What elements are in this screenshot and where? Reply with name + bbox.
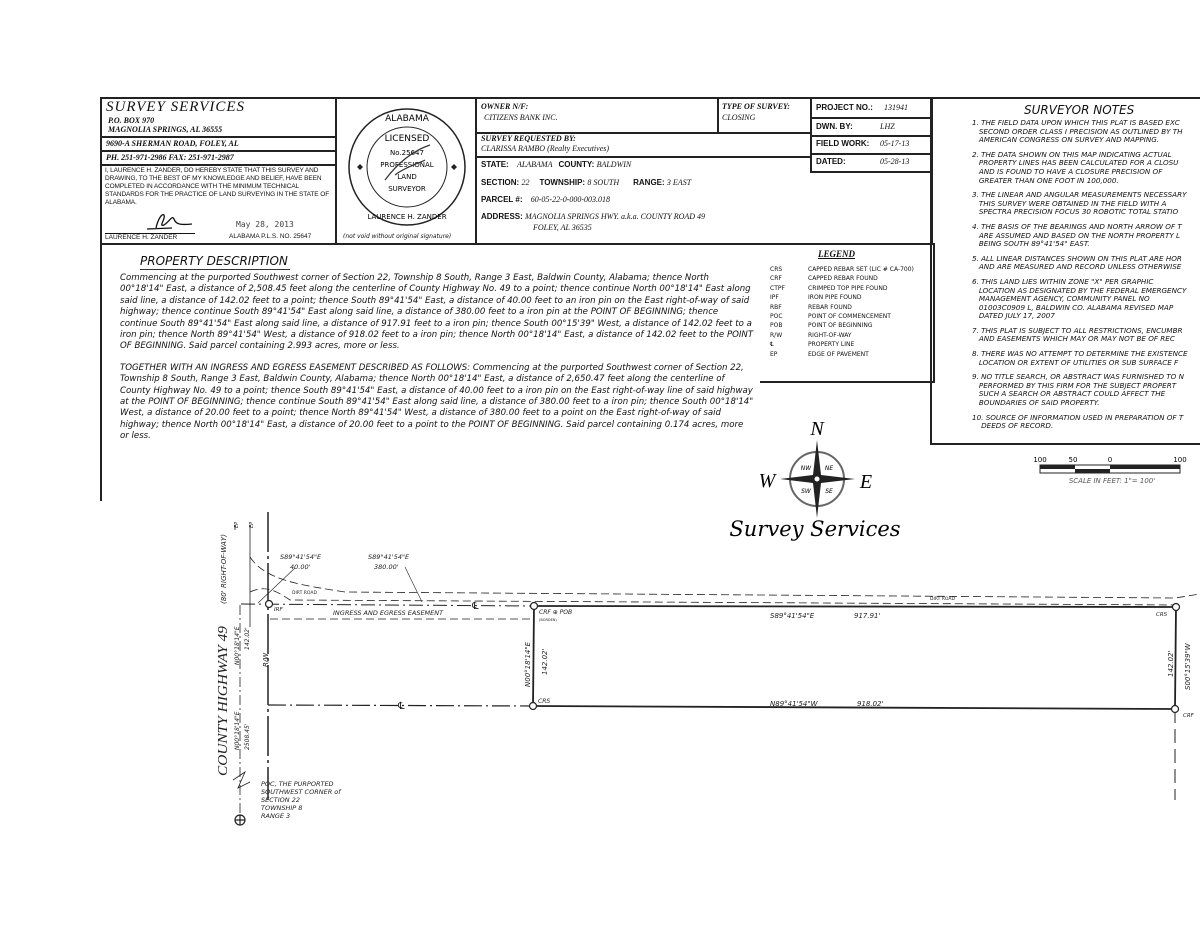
distance-40: 40.00' — [290, 563, 311, 571]
company-city: MAGNOLIA SPRINGS, AL 36555 — [108, 125, 223, 134]
drawn-by-label: DWN. BY: — [816, 122, 853, 131]
scale-tick: 100 — [1033, 456, 1047, 464]
legend-item: CRF CAPPED REBAR FOUND — [770, 275, 878, 283]
range-value: 3 EAST — [666, 178, 692, 187]
pob-monument — [531, 603, 538, 610]
address-label: ADDRESS: — [481, 212, 523, 221]
pob-label: CRF ⊕ POB — [539, 609, 573, 616]
legend-item: CTPF CRIMPED TOP PIPE FOUND — [770, 284, 888, 292]
note-5: 5. ALL LINEAR DISTANCES SHOWN ON THIS PLAT ARE HOR AND ARE MEASURED AND RECORD UNLESS OTHERWISE — [972, 253, 1182, 272]
seal-name: LAURENCE H. ZANDER — [367, 213, 447, 221]
legend-item: RBF REBAR FOUND — [770, 303, 852, 311]
parcel-label: PARCEL #: — [481, 195, 523, 204]
legend-item: ℄ PROPERTY LINE — [770, 341, 855, 349]
compass-w: W — [758, 470, 776, 492]
scale-tick: 100 — [1173, 456, 1187, 464]
parcel-value: 60-05-22-0-000-003.018 — [530, 195, 611, 204]
irf-label: IRF — [274, 607, 283, 613]
company-po-box: P.O. BOX 970 — [108, 116, 155, 125]
scale-caption: SCALE IN FEET: 1"= 100' — [1068, 477, 1156, 485]
crs-monument — [530, 703, 537, 710]
legend-item: POC POINT OF COMMENCEMENT — [770, 313, 891, 321]
north-line-bearing: S89°41'54"E — [770, 612, 815, 620]
ep-label: EP — [234, 521, 240, 528]
legend-item: IPF IRON PIPE FOUND — [770, 294, 862, 302]
rw-label: R/W — [262, 652, 270, 667]
note-4: 4. THE BASIS OF THE BEARINGS AND NORTH ARROW OF T ARE ASSUMED AND BASED ON THE NORTH PROPERTY L BEING SOUTH 89°41'54" EAST. — [972, 221, 1182, 249]
irf-monument — [266, 601, 273, 608]
county-value: BALDWIN — [596, 160, 632, 169]
south-line-bearing: N89°41'54"W — [770, 700, 818, 708]
township-value: 8 SOUTH — [587, 178, 620, 187]
poc-note-line: SECTION 22 — [261, 796, 300, 804]
crs-label-ne: CRS — [1156, 612, 1168, 618]
bearing-380: S89°41'54"E — [368, 553, 410, 561]
requested-by-value: CLARISSA RAMBO (Realty Executives) — [481, 144, 610, 153]
borden-label: (BORDEN) — [539, 618, 557, 622]
owner-value: CITIZENS BANK INC. — [484, 113, 558, 122]
notes-title: SURVEYOR NOTES — [1024, 103, 1135, 117]
crf-label-se: CRF — [1183, 713, 1194, 719]
note-3: 3. THE LINEAR AND ANGULAR MEASUREMENTS NECESSARY THIS SURVEY WERE OBTAINED IN THE FIELD WITH A SPECTRA PRECISION FOCUS 30 ROBOTIC TOTAL STATIO — [972, 190, 1187, 217]
crs-label: CRS — [538, 698, 551, 705]
hwy-upper-bearing: N00°18'14"E — [234, 626, 241, 665]
compass-sw: SW — [801, 488, 811, 495]
dirt-road-label: DIRT ROAD — [930, 597, 955, 602]
pl-symbol: ℄ — [472, 601, 479, 612]
west-distance: 142.02' — [541, 648, 549, 675]
east-bearing: S00°15'39"W — [1184, 643, 1192, 690]
description-parcel: Commencing at the purported Southwest corner of Section 22, Township 8 South, Range 3 East, Baldwin County, Alabama; thence North 00°18'14" East, a distance of 2,508.45 feet along the centerline of County Highway No. 49 to a point; thence continue North 00°18'14" East along said line, a distance of 142.02 feet to a point; thence South 89°41'54" East, a distance of 40.00 feet to an iron pin on the East right-of-way of said highway; thence continue South 89°41'54" East along said line, a distance of 380.00 feet to a iron pin at the POINT OF BEGINNING; thence continue South 89°41'54" East along said line, a distance of 917.91 feet to a iron pin; thence South 00°15'39" West, a distance of 142.02 feet to a iron pin; thence North 89°41'54" West, a distance of 918.02 feet to a iron pin; thence North 00°18'14" East, a distance of 142.02 feet to the POINT OF BEGINNING. Said parcel containing 2.993 acres, more or less. — [120, 273, 754, 352]
poc-note-line: RANGE 3 — [261, 812, 291, 820]
section-value: 22 — [521, 178, 530, 187]
seal-land: LAND — [397, 173, 417, 181]
seal-surveyor: SURVEYOR — [388, 185, 426, 193]
compass-n: N — [810, 418, 824, 440]
poc-note-line: TOWNSHIP 8 — [261, 804, 303, 812]
scale-tick: 0 — [1107, 456, 1113, 464]
compass-se: SE — [825, 488, 833, 495]
south-line-distance: 918.02' — [857, 700, 884, 708]
state-value: ALABAMA — [516, 160, 553, 169]
row-width-label: (80' RIGHT-OF-WAY) — [220, 534, 228, 604]
description-title: PROPERTY DESCRIPTION — [140, 254, 290, 270]
legend-title: LEGEND — [818, 249, 856, 259]
east-distance: 142.02' — [1167, 650, 1175, 677]
note-1: 1. THE FIELD DATA UPON WHICH THIS PLAT IS BASED EXC SECOND ORDER CLASS I PRECISION AS OUTLINED BY TH AMERICAN CONGRESS ON SURVEY AND MAPPING. — [972, 118, 1183, 145]
address-line-1: MAGNOLIA SPRINGS HWY. a.k.a. COUNTY ROAD 49 — [525, 212, 706, 221]
crs-monument-ne — [1173, 604, 1180, 611]
note-10: 10. SOURCE OF INFORMATION USED IN PREPARATION OF T DEEDS OF RECORD. — [972, 412, 1184, 431]
certification-date: May 28, 2013 — [236, 220, 294, 229]
ep-label: EP — [249, 521, 255, 528]
company-name: SURVEY SERVICES — [106, 99, 246, 115]
scale-bar — [1033, 456, 1186, 485]
poc-note-line: SOUTHWEST CORNER of — [261, 788, 341, 796]
project-label: PROJECT NO.: — [816, 103, 873, 112]
west-bearing: N00°18'14"E — [524, 641, 532, 687]
address-line-2: FOLEY, AL 36535 — [533, 223, 592, 232]
county-label: COUNTY: — [558, 160, 595, 169]
note-6: 6. THIS LAND LIES WITHIN ZONE "X" PER GRAPHIC LOCATION AS DESIGNATED BY THE FEDERAL EMERGENCY MANAGEMENT AGENCY, COMMUNITY PANEL NO 01003C0909 L, BALDWIN CO. ALABAMA REVISED MAP DATED JULY 17, 2007 — [972, 276, 1187, 321]
pl-symbol: ℄ — [398, 701, 405, 712]
state-label: STATE: — [481, 160, 509, 169]
monuments — [235, 601, 1180, 826]
compass-ne: NE — [824, 465, 834, 472]
township-label: TOWNSHIP: — [539, 178, 586, 187]
compass-nw: NW — [800, 465, 812, 472]
owner-label: OWNER N/F: — [481, 102, 529, 111]
legend-item: POB POINT OF BEGINNING — [770, 322, 873, 330]
section-label: SECTION: — [481, 178, 520, 187]
note-8: 8. THERE WAS NO ATTEMPT TO DETERMINE THE EXISTENCE LOCATION OR EXTENT OF UTILITIES OR SUB SURFACE F — [972, 349, 1188, 367]
surveyor-name: LAURENCE H. ZANDER — [105, 233, 195, 241]
requested-by-label: SURVEY REQUESTED BY: — [481, 134, 576, 143]
highway-label: COUNTY HIGHWAY 49 — [216, 639, 231, 776]
poc-note-line: POC, THE PURPORTED — [261, 780, 334, 788]
legend-item: CRS CAPPED REBAR SET (LIC # CA-700) — [770, 266, 914, 273]
seal-number: No.25647 — [390, 149, 424, 157]
easement-label: INGRESS AND EGRESS EASEMENT — [333, 609, 444, 617]
hwy-upper-distance: 142.02' — [244, 627, 251, 650]
field-work-value: 05-17-13 — [880, 139, 910, 148]
company-phone: PH. 251-971-2986 FAX: 251-971-2987 — [106, 153, 234, 162]
survey-type-value: CLOSING — [722, 113, 756, 122]
distance-380: 380.00' — [374, 563, 399, 571]
surveyor-license: ALABAMA P.L.S. NO. 25647 — [229, 233, 312, 240]
dirt-road-label: DIRT ROAD — [292, 591, 317, 596]
note-7: 7. THIS PLAT IS SUBJECT TO ALL RESTRICTIONS, ENCUMBR AND EASEMENTS WHICH MAY OR MAY NOT BE OF REC — [972, 325, 1183, 344]
drawn-by-value: LHZ — [880, 122, 895, 131]
compass-e: E — [859, 471, 873, 493]
dated-value: 05-28-13 — [880, 157, 910, 166]
bearing-40: S89°41'54"E — [280, 553, 322, 561]
seal-state: ALABAMA — [385, 114, 429, 124]
crf-monument-se — [1172, 706, 1179, 713]
certification-statement: I, LAURENCE H. ZANDER, DO HEREBY STATE THAT THIS SURVEY AND DRAWING, TO THE BEST OF MY KNOWLEDGE AND BELIEF, HAVE BEEN COMPLETED IN ACCORDANCE WITH THE MINIMUM TECHNICAL STANDARDS FOR THE PRACTICE OF LAND SURVEYING IN THE STATE OF ALABAMA. — [105, 167, 330, 206]
brand-logo: Survey Services — [729, 517, 901, 541]
project-value: 131941 — [884, 103, 908, 112]
note-2: 2. THE DATA SHOWN ON THIS MAP INDICATING ACTUAL PROPERTY LINES HAS BEEN CALCULATED FOR A CLOSU AND IS FOUND TO HAVE A CLOSURE PRECISION OF GREATER THAN ONE FOOT IN 100,000. — [972, 149, 1179, 185]
legend-item: EP EDGE OF PAVEMENT — [770, 350, 869, 358]
description-easement: TOGETHER WITH AN INGRESS AND EGRESS EASEMENT DESCRIBED AS FOLLOWS: Commencing at the purported Southwest corner of Section 22, Township 8 South, Range 3 East, Baldwin County, Alabama; thence North 00°18'14" East, a distance of 2,650.47 feet along the centerline of County Highway No. 49 to a point; thence South 89°41'54" East, a distance of 40.00 feet to a iron pin on the East right-of-way line of said highway at the POINT OF BEGINNING; thence continue South 89°41'54" East along said line, a distance of 380.00 feet to a iron pin; thence South 00°18'14" West, a distance of 20.00 feet to a point; thence North 89°41'54" West, a distance of 380.00 feet to a point on the East right-of-way of said highway; thence North 00°18'14" East, a distance of 20.00 feet to a point to the POINT OF BEGINNING. Said parcel containing 0.174 acres, more or less. — [120, 362, 754, 442]
survey-type-label: TYPE OF SURVEY: — [722, 102, 790, 111]
legend-item: R/W RIGHT-OF-WAY — [770, 331, 852, 339]
dated-label: DATED: — [816, 157, 846, 166]
scale-tick: 50 — [1068, 456, 1078, 464]
seal-note: (not void without original signature) — [343, 233, 452, 240]
seal-professional: PROFESSIONAL — [380, 161, 434, 169]
north-arrow-compass — [729, 418, 900, 541]
hwy-lower-distance: 2508.45' — [244, 723, 251, 750]
field-work-label: FIELD WORK: — [816, 139, 870, 148]
company-street: 9690-A SHERMAN ROAD, FOLEY, AL — [106, 139, 239, 148]
north-line-distance: 917.91' — [854, 612, 881, 620]
range-label: RANGE: — [633, 178, 665, 187]
note-9: 9. NO TITLE SEARCH, OR ABSTRACT WAS FURNISHED TO N PERFORMED BY THIS FIRM FOR THE SUBJECT PROPERT SUCH A SEARCH OR ABSTRACT COULD AFFECT THE BOUNDARIES OF SAID PROPERTY. — [972, 372, 1184, 408]
hwy-lower-bearing: N00°18'14"E — [234, 711, 241, 750]
seal-licensed: LICENSED — [384, 134, 430, 144]
